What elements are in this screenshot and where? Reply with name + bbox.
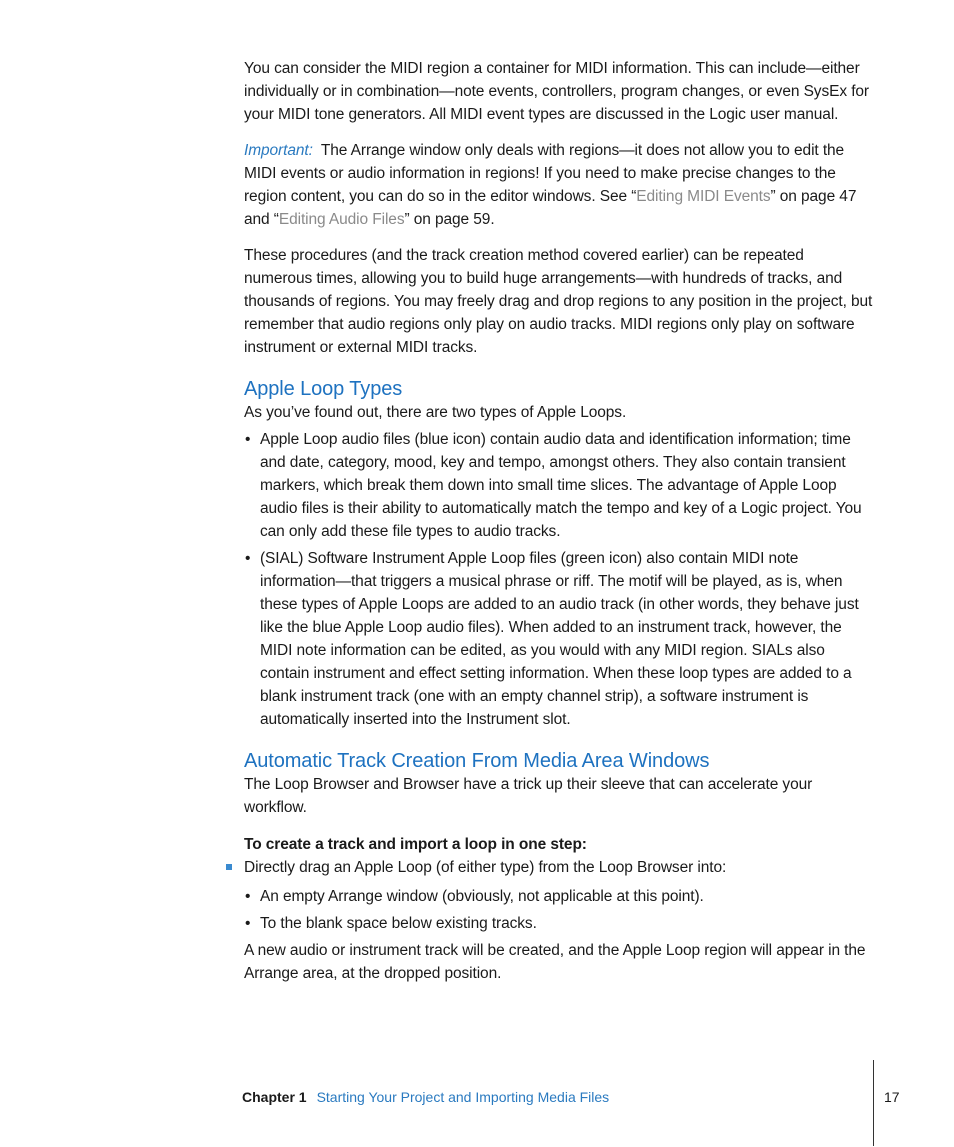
list-item: • An empty Arrange window (obviously, not applicable at this point). — [244, 885, 874, 908]
footer-divider — [873, 1060, 874, 1146]
link-editing-audio-files[interactable]: Editing Audio Files — [278, 211, 405, 228]
chapter-title-link[interactable]: Starting Your Project and Importing Media Files — [316, 1089, 610, 1105]
automatic-track-intro: The Loop Browser and Browser have a trick up their sleeve that can accelerate your workflow. — [244, 776, 813, 816]
chapter-info — [242, 1089, 609, 1105]
automatic-track-outro: A new audio or instrument track will be created, and the Apple Loop region will appear in the Arrange area, at the dropped position. — [244, 942, 866, 982]
task-title: To create a track and import a loop in one step: — [244, 836, 587, 853]
page-number: 17 — [884, 1089, 900, 1105]
apple-loop-list — [244, 428, 874, 731]
task-step-text: Directly drag an Apple Loop (of either type) from the Loop Browser into: — [244, 859, 727, 876]
apple-loop-intro: As you’ve found out, there are two types of Apple Loops. — [244, 404, 627, 421]
list-item: • (SIAL) Software Instrument Apple Loop files (green icon) also contain MIDI note information—that triggers a musical phrase or riff. The motif will be played, as is, when these types of Apple Loops are added to an audio track (in other words, they behave just like the blue Apple Loop audio files). When added to an instrument track, however, the MIDI note information can be edited, as you would with any MIDI region. SIALs also contain instrument and effect setting information. When these loop types are added to a blank instrument track (one with an empty channel strip), a software instrument is automatically inserted into the Instrument slot. — [244, 547, 874, 731]
important-text-b: ” on page 47 and “ — [244, 188, 857, 228]
paragraph-procedures: These procedures (and the track creation method covered earlier) can be repeated numerous times, allowing you to build huge arrangements—with hundreds of tracks, and thousands of regions. You may freely drag and drop regions to any position in the project, but remember that audio regions only play on audio tracks. MIDI regions only play on software instrument or external MIDI tracks. — [244, 247, 873, 356]
important-text-a: The Arrange window only deals with regions—it does not allow you to edit the MIDI events or audio information in regions! If you need to make precise changes to the region content, you can do so in the editor windows. See “ — [244, 142, 845, 205]
link-editing-midi-events[interactable]: Editing MIDI Events — [636, 188, 771, 205]
step-square-icon — [226, 864, 232, 870]
heading-automatic-track-creation: Automatic Track Creation From Media Area Windows — [244, 750, 710, 772]
page-footer — [0, 1087, 954, 1147]
heading-apple-loop-types: Apple Loop Types — [244, 378, 403, 400]
important-label: Important: — [244, 142, 313, 159]
list-item: • Apple Loop audio files (blue icon) contain audio data and identification information; time and date, category, mood, key and tempo, amongst others. They also contain transient markers, which break them down into small time slices. The advantage of Apple Loop audio files is their ability to automatically match the tempo and key of a Logic project. You can only add these file types to audio tracks. — [244, 428, 874, 543]
page-body — [244, 57, 874, 985]
task-step — [244, 856, 874, 879]
paragraph-important — [244, 139, 874, 231]
important-text-c: ” on page 59. — [404, 211, 495, 228]
list-item: • To the blank space below existing tracks. — [244, 912, 874, 935]
chapter-label: Chapter 1 — [242, 1089, 307, 1105]
paragraph-midi-region: You can consider the MIDI region a container for MIDI information. This can include—either individually or in combination—note events, controllers, program changes, or even SysEx for your MIDI tone generators. All MIDI event types are discussed in the Logic user manual. — [244, 60, 869, 123]
drop-target-list — [244, 885, 874, 935]
